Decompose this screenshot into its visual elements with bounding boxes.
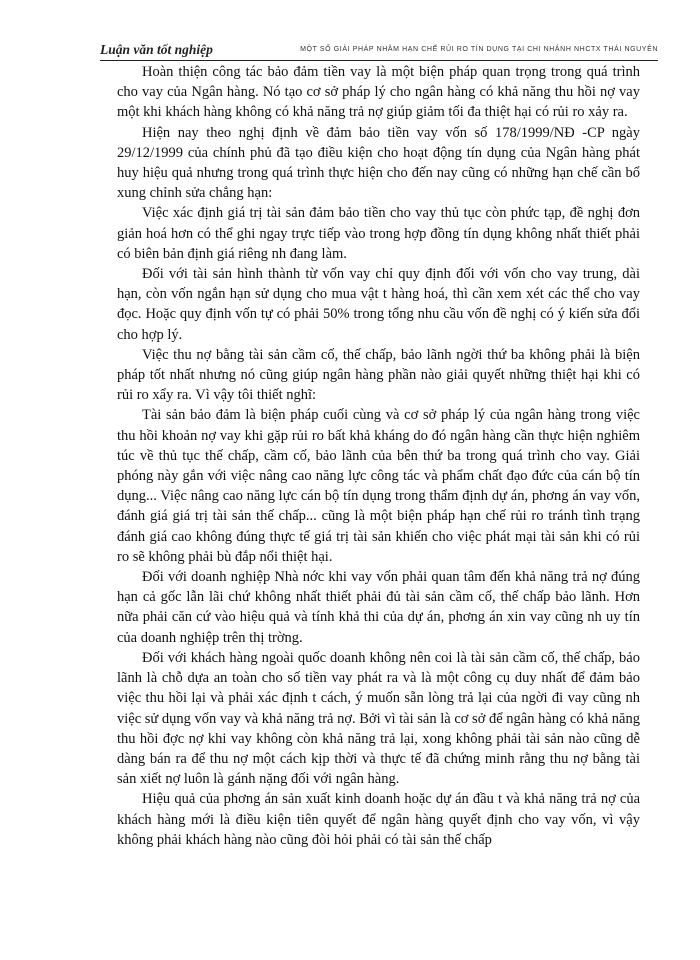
paragraph: Tài sản bảo đảm là biện pháp cuối cùng và cơ sở pháp lý của ngân hàng trong việc thu hồi khoản nợ vay khi gặp rủi ro bất khả kháng do đó ngân hàng cần thực hiện nghiêm túc về thủ tục thế chấp, cầm cố, bảo lãnh của bên thứ ba trong quá trình cho vay. Giải phóng này gắn với việc nâng cao năng lực công tác và phẩm chất đạo đức của cán bộ tín dụng... Việc nâng cao năng lực cán bộ tín dụng trong thẩm định dự án, phơng án vay vốn, đánh giá giá trị tài sản thế chấp... cũng là một biện pháp hạn chế rủi ro tránh tình trạng đánh giá cao không đúng thực tế giá trị tài sản khiến cho việc phát mại tài sản khi có rủi ro sẽ không phải bù đắp nổi thiệt hại. bbox=[117, 407, 640, 565]
body-text bbox=[117, 62, 640, 850]
paragraph: Đối với doanh nghiệp Nhà nớc khi vay vốn phải quan tâm đến khả năng trả nợ đúng hạn cả gốc lẫn lãi chứ không nhất thiết phải đủ tài sản cầm cố, thế chấp bảo lãnh. Hơn nữa phải căn cứ vào hiệu quả và tính khả thi của dự án, phơng án xin vay cũng nh uy tín của doanh nghiệp trên thị trờng. bbox=[117, 569, 640, 646]
paragraph: Hiệu quả của phơng án sản xuất kinh doanh hoặc dự án đầu t và khả năng trả nợ của khách hàng mới là điều kiện tiên quyết để ngân hàng quyết định cho vay vốn, vì vậy không phải khách hàng nào cũng đòi hỏi phải có tài sản thế chấp bbox=[117, 791, 640, 848]
paragraph: Việc thu nợ bằng tài sản cầm cố, thế chấp, bảo lãnh ngời thứ ba không phải là biện pháp tốt nhất nhưng nó cũng giúp ngân hàng phần nào giải quyết những thiệt hại khi có rủi ro xẩy ra. Vì vậy tôi thiết nghĩ: bbox=[117, 346, 640, 404]
paragraph: Đối với tài sản hình thành từ vốn vay chỉ quy định đối với vốn cho vay trung, dài hạn, còn vốn ngắn hạn sử dụng cho mua vật t hàng hoá, thì cần xem xét các thể cho vay đọc. Hoặc quy định vốn tự có phải 50% trong tổng nhu cầu vốn đề nghị có ý kiến sửa đổi cho hợp lý. bbox=[117, 266, 640, 343]
page-header bbox=[100, 40, 658, 61]
paragraph: Hoàn thiện công tác bảo đảm tiền vay là một biện pháp quan trọng trong quá trình cho vay của Ngân hàng. Nó tạo cơ sở pháp lý cho ngân hàng có khả năng thu hồi nợ vay một khi khách hàng không có khả năng trả nợ giúp giảm tối đa thiệt hại có rủi ro xảy ra. bbox=[117, 64, 640, 121]
paragraph: Hiện nay theo nghị định về đảm bảo tiền vay vốn số 178/1999/NĐ -CP ngày 29/12/1999 của chính phủ đã tạo điều kiện cho hoạt động tín dụng của Ngân hàng phát huy hiệu quả nhưng trong quá trình thực hiện cho đến nay cũng có những hạn chế cần bổ xung chỉnh sửa chẳng hạn: bbox=[117, 124, 640, 202]
paragraph: Đối với khách hàng ngoài quốc doanh không nên coi là tài sản cầm cố, thế chấp, bảo lãnh là chỗ dựa an toàn cho số tiền vay phát ra và là một công cụ duy nhất để đảm bảo việc thu hồi lại và phải xác định t cách, ý muốn sẵn lòng trả lại của ngời đi vay cũng nh việc sử dụng vốn vay và khả năng trả nợ. Bởi vì tài sản là cơ sở để ngân hàng có khả năng thu hồi đợc nợ khi vay không còn khả năng trả lại, xong không phải tài sản nào cũng dễ dàng bán ra để thu nợ một cách kịp thời và thực tế đã chứng minh rằng thu nợ bằng tài sản xiết nợ luôn là gánh nặng đối với ngân hàng. bbox=[117, 649, 640, 788]
header-thesis-title: MỘT SỐ GIẢI PHÁP NHẰM HẠN CHẾ RỦI RO TÍN DỤNG TẠI CHI NHÁNH NHCTX THÁI NGUYÊN bbox=[300, 46, 658, 53]
header-thesis-label: Luận văn tốt nghiệp bbox=[100, 42, 213, 57]
paragraph: Việc xác định giá trị tài sản đảm bảo tiền cho vay thủ tục còn phức tạp, đề nghị đơn giản hoá hơn có thể ghi ngay trực tiếp vào trong hợp đồng tín dụng không nhất thiết phải có biên bản định giá riêng nh đang làm. bbox=[117, 205, 640, 262]
